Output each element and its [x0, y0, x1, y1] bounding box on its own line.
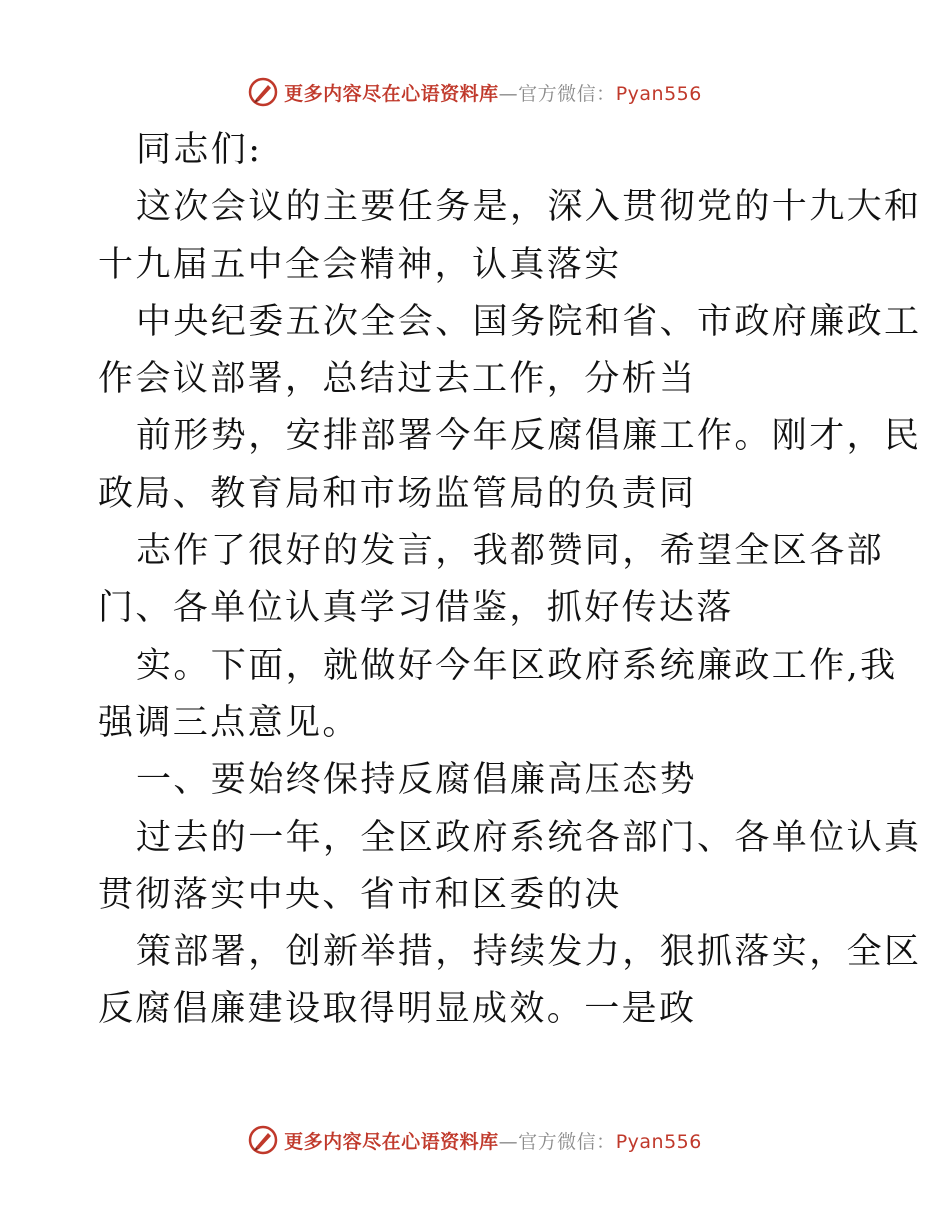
paragraph-line: 反腐倡廉建设取得明显成效。一是政: [98, 989, 697, 1030]
watermark-wechat-label: 官方微信：: [518, 1130, 616, 1153]
paragraph-line: 志作了很好的发言，我都赞同，希望全区各部: [136, 531, 885, 572]
paragraph-line: 政局、教育局和市场监管局的负责同: [98, 473, 697, 514]
paragraph-line: 十九届五中全会精神，认真落实: [98, 244, 622, 285]
watermark-wechat-label: 官方微信：: [518, 82, 616, 105]
watermark-wechat-id: Pyan556: [615, 82, 702, 105]
paragraph-line: 这次会议的主要任务是，深入贯彻党的十九大和: [136, 187, 922, 228]
watermark-main: 更多内容尽在心语资料库: [284, 1130, 499, 1153]
section-heading: 一、要始终保持反腐倡廉高压态势: [136, 760, 698, 801]
header-watermark: [0, 72, 950, 112]
watermark-separator: —: [498, 82, 519, 105]
paragraph-line: 作会议部署，总结过去工作，分析当: [98, 359, 697, 400]
watermark-separator: —: [498, 1130, 519, 1153]
document-body: [98, 122, 922, 1039]
quill-pen-logo-icon: [248, 1125, 278, 1155]
watermark-main: 更多内容尽在心语资料库: [284, 82, 499, 105]
paragraph-line: 强调三点意见。: [98, 702, 360, 743]
watermark-text: [284, 1127, 702, 1154]
watermark-wechat-id: Pyan556: [615, 1130, 702, 1153]
watermark-text: [284, 79, 702, 106]
paragraph-line: 中央纪委五次全会、国务院和省、市政府廉政工: [136, 301, 922, 342]
paragraph-line: 贯彻落实中央、省市和区委的决: [98, 874, 622, 915]
salutation-line: 同志们:: [136, 130, 263, 170]
paragraph-line: 门、各单位认真学习借鉴，抓好传达落: [98, 588, 734, 629]
footer-watermark: [0, 1120, 950, 1160]
paragraph-line: 过去的一年，全区政府系统各部门、各单位认真: [136, 817, 922, 858]
quill-pen-logo-icon: [248, 77, 278, 107]
paragraph-line: 前形势，安排部署今年反腐倡廉工作。刚才，民: [136, 416, 922, 457]
paragraph-line: 实。下面，就做好今年区政府系统廉政工作,我: [136, 645, 898, 686]
paragraph-line: 策部署，创新举措，持续发力，狠抓落实，全区: [136, 932, 922, 973]
